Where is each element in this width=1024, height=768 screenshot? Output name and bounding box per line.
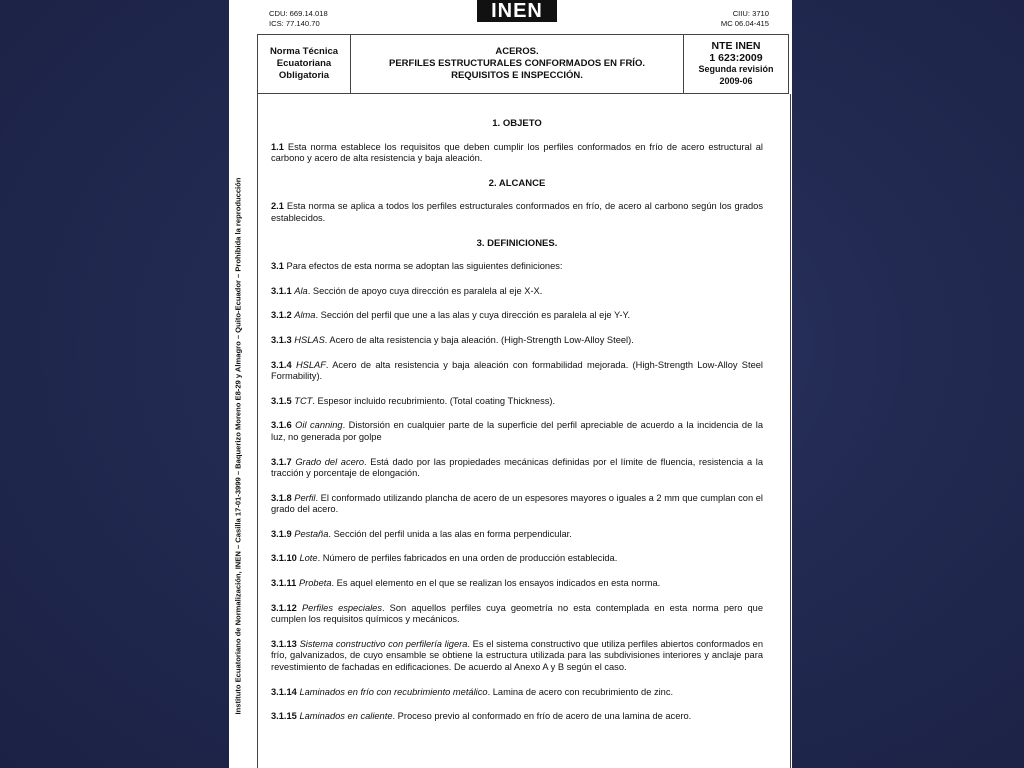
definition-text: . Sección del perfil unida a las alas en forma perpendicular. (328, 528, 572, 539)
definition-text: . Es el sistema constructivo que utiliza perfiles abiertos conformados en frío, galvanizados, de cuyo ensamble se obtiene la estructura utilizada para las subdivisiones interiores y anclaje para revestimiento de fachadas en edificaciones. De acuerdo al Anexo A y B según el caso. (271, 638, 763, 673)
definition-term: Laminados en caliente (299, 711, 393, 722)
definition-paragraph (271, 529, 763, 541)
cdu-code: CDU: 669.14.018 (269, 9, 328, 18)
definition-paragraph (271, 360, 763, 383)
definition-text: . Está dado por las propiedades mecánicas definidas por el límite de fluencia, resistencia a la tracción y porcentaje de elongación. (271, 456, 763, 479)
norm-title-cell: ACEROS. PERFILES ESTRUCTURALES CONFORMADOS EN FRÍO. REQUISITOS E INSPECCIÓN. (351, 35, 684, 93)
definition-paragraph (271, 639, 763, 674)
definition-term: Oil canning (295, 420, 343, 431)
definition-number: 3.1.4 (271, 359, 292, 370)
definition-number: 3.1.7 (271, 456, 292, 467)
definition-text: . Proceso previo al conformado en frío de acero de una lamina de acero. (392, 711, 692, 722)
definition-number: 3.1.14 (271, 686, 297, 697)
definition-text: . Acero de alta resistencia y baja aleación con formabilidad mejorada. (High-Strength Low-Alloy Steel Formability). (271, 359, 763, 382)
definition-number: 3.1.15 (271, 711, 297, 722)
definition-paragraph (271, 310, 763, 322)
definition-term: Alma (294, 310, 316, 321)
definition-text: . Espesor incluido recubrimiento. (Total coating Thickness). (312, 395, 556, 406)
definition-term: Perfiles especiales (301, 602, 382, 613)
norm-code-cell: NTE INEN 1 623:2009 Segunda revisión 2009-06 (698, 40, 774, 86)
definition-term: Perfil (294, 492, 316, 503)
norm-header-box (257, 34, 789, 94)
definition-text: . Distorsión en cualquier parte de la superficie del perfil apreciable de acuerdo a la incidencia de la luz, no generada por golpe (271, 420, 763, 442)
norm-type-cell: Norma Técnica Ecuatoriana Obligatoria (258, 35, 351, 93)
definitions-list (271, 286, 763, 723)
document-page (229, 0, 792, 768)
classification-codes-right (721, 9, 769, 29)
definition-paragraph (271, 335, 763, 347)
definition-text: . Número de perfiles fabricados en una orden de producción establecida. (317, 553, 618, 564)
definition-term: Sistema constructivo con perfilería ligera (299, 638, 468, 649)
definition-term: Pestaña (294, 528, 329, 539)
definition-text: . Acero de alta resistencia y baja aleación. (High-Strength Low-Alloy Steel). (324, 334, 634, 345)
definition-number: 3.1.9 (271, 528, 292, 539)
section-title-definiciones: 3. DEFINICIONES. (476, 237, 558, 249)
ics-code: ICS: 77.140.70 (269, 19, 320, 28)
definition-text: . Sección de apoyo cuya dirección es paralela al eje X-X. (307, 285, 543, 296)
definition-number: 3.1.1 (271, 285, 292, 296)
definition-term: TCT (294, 395, 313, 406)
definition-number: 3.1.3 (271, 334, 292, 345)
definition-paragraph (271, 603, 763, 626)
mc-code: MC 06.04-415 (720, 19, 769, 28)
definition-number: 3.1.5 (271, 395, 292, 406)
definition-paragraph (271, 493, 763, 516)
definition-term: HSLAS (294, 334, 325, 345)
paragraph-3-1: 3.1 Para efectos de esta norma se adoptan las siguientes definiciones: (271, 261, 563, 272)
definition-number: 3.1.12 (271, 602, 297, 613)
paragraph-2-1: 2.1 Esta norma se aplica a todos los perfiles estructurales conformados en frío, de acero al carbono según los grados establecidos. (271, 201, 763, 223)
paragraph-1-1: 1.1 Esta norma establece los requisitos que deben cumplir los perfiles conformados en frío de acero estructural al carbono y acero de alta resistencia y baja aleación. (271, 141, 763, 164)
document-body (271, 118, 763, 736)
definition-paragraph (271, 578, 763, 590)
definition-paragraph (271, 687, 763, 699)
definition-paragraph (271, 396, 763, 408)
definition-text: . Lamina de acero con recubrimiento de zinc. (487, 686, 674, 697)
definition-number: 3.1.2 (271, 310, 292, 321)
classification-codes-left (269, 9, 328, 29)
definition-term: Ala (294, 285, 308, 296)
definition-term: HSLAF (295, 359, 326, 370)
definition-paragraph (271, 457, 763, 480)
definition-term: Grado del acero (295, 456, 365, 467)
definition-paragraph (271, 553, 763, 565)
definition-number: 3.1.10 (271, 553, 297, 564)
section-title-alcance: 2. ALCANCE (488, 177, 546, 189)
definition-number: 3.1.6 (271, 420, 292, 431)
side-margin-text: Instituto Ecuatoriano de Normalización, INEN – Casilla 17-01-3999 – Baquerizo Moreno E8-29 y Almagro – Quito-Ecuador – Prohibida la reproducción (233, 177, 243, 715)
definition-term: Probeta (298, 578, 332, 589)
ciiu-code: CIIU: 3710 (732, 9, 769, 18)
definition-text: . El conformado utilizando plancha de acero de un espesores mayores o iguales a 2 mm que cumplan con el grado del acero. (271, 492, 763, 515)
definition-term: Laminados en frío con recubrimiento metálico (299, 686, 488, 697)
definition-number: 3.1.11 (271, 578, 297, 589)
definition-number: 3.1.8 (271, 492, 292, 503)
definition-text: . Sección del perfil que une a las alas y cuya dirección es paralela al eje Y-Y. (315, 310, 631, 321)
section-title-objeto: 1. OBJETO (492, 118, 542, 129)
definition-text: . Es aquel elemento en el que se realizan los ensayos indicados en esta norma. (331, 578, 661, 589)
definition-paragraph (271, 420, 763, 443)
definition-term: Lote (299, 553, 318, 564)
definition-paragraph (271, 286, 763, 298)
definition-paragraph (271, 711, 763, 723)
definition-number: 3.1.13 (271, 638, 297, 649)
definition-text: . Son aquellos perfiles cuya geometría no esta contemplada en esta norma pero que cumplen los requisitos químicos y mecánicos. (271, 602, 763, 625)
inen-logo: INEN (477, 0, 557, 22)
